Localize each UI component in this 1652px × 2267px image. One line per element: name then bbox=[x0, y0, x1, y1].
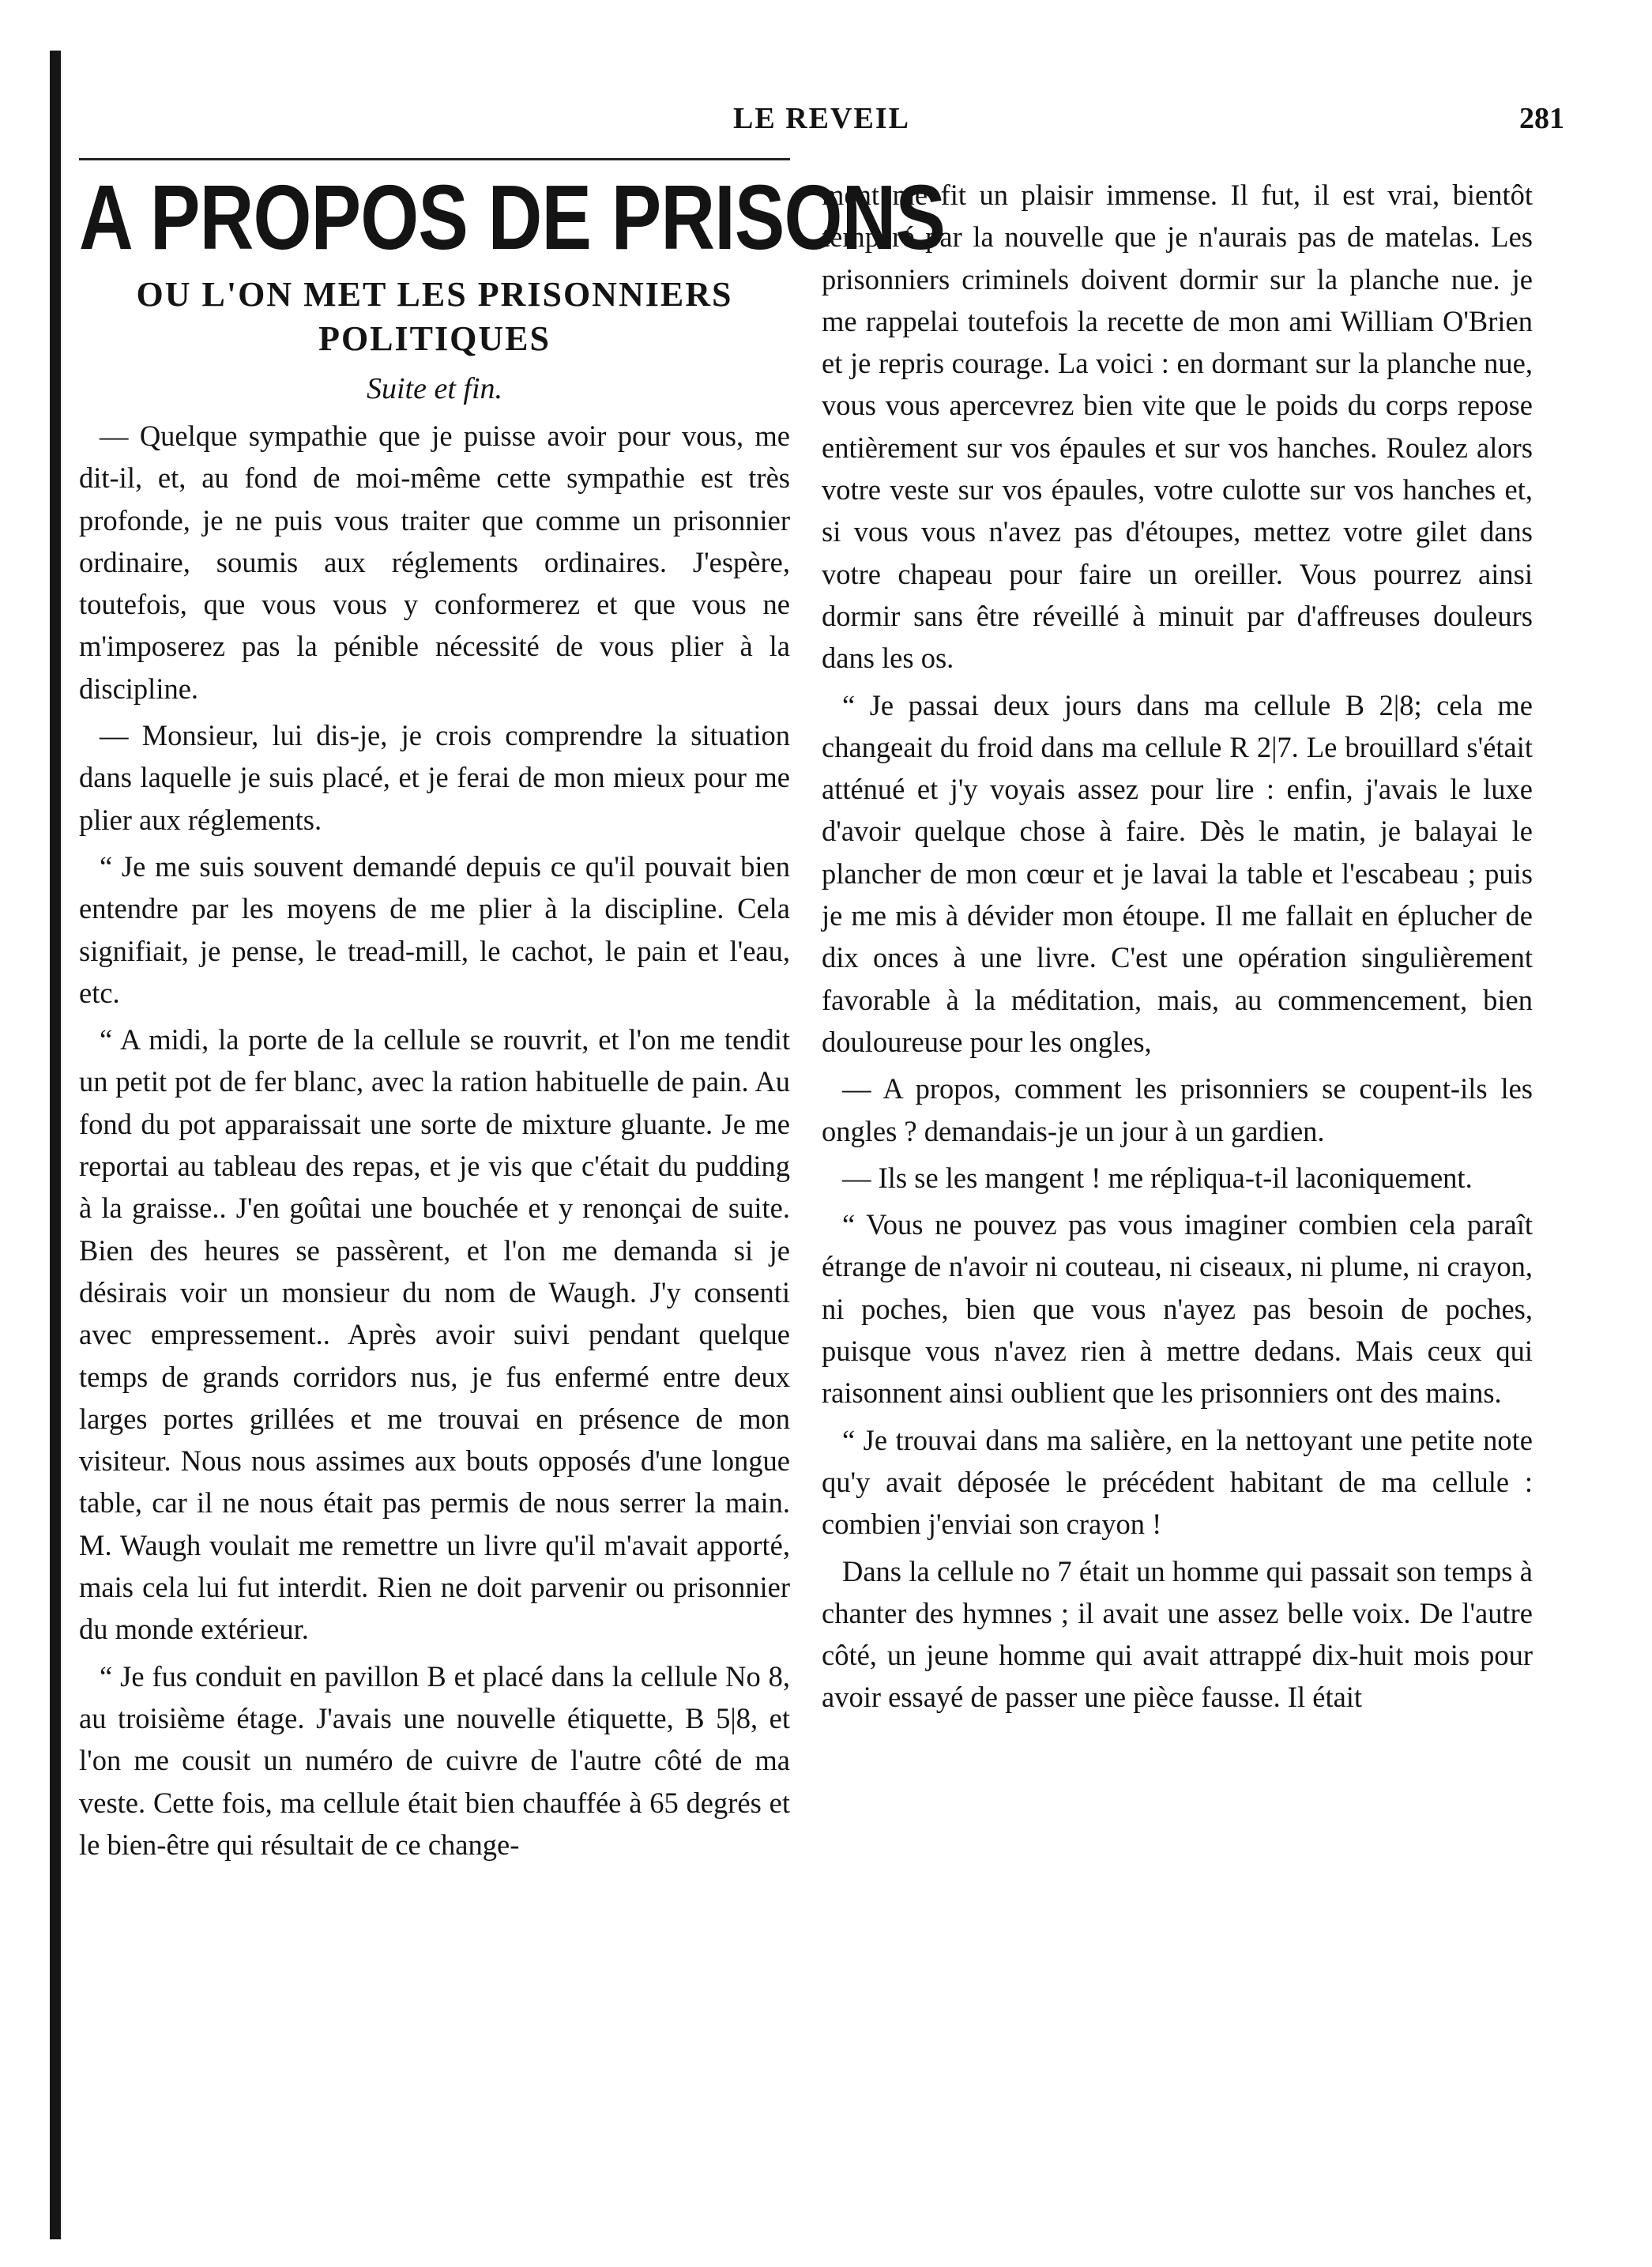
paragraph: “ Je fus conduit en pavillon B et placé dans la cellule No 8, au troisième étage. J'avais une nouvelle étiquette, B 5|8, et l'on me cousit un numéro de cuivre de l'autre côté de ma veste. Cette fois, ma cellule était bien chauffée à 65 degrés et le bien-être qui résultait de ce change- bbox=[79, 1659, 790, 1861]
journal-name: LE REVEIL bbox=[733, 102, 910, 135]
running-head bbox=[79, 101, 1564, 149]
page-number: 281 bbox=[1519, 102, 1564, 135]
header-rule bbox=[79, 158, 790, 160]
paragraph: — A propos, comment les prisonniers se coupent-ils les ongles ? demandais-je un jour à un gardien. bbox=[822, 1072, 1533, 1147]
paragraph: “ Je trouvai dans ma salière, en la nettoyant une petite note qu'y avait déposée le précédent habitant de ma cellule : combien j'enviai son crayon ! bbox=[822, 1423, 1533, 1541]
margin-rule bbox=[50, 51, 61, 2239]
paragraph: “ Je passai deux jours dans ma cellule B 2|8; cela me changeait du froid dans ma cellule R 2|7. Le brouillard s'était atténué et j'y voyais assez pour lire : enfin, j'avais le luxe d'avoir quelque chose à faire. Dès le matin, je balayai le plancher de mon cœur et je lavai la table et l'escabeau ; puis je me mis à dévider mon étoupe. Il me fallait en éplucher de dix onces à une livre. C'est une opération singulièrement favorable à la méditation, mais, au commencement, bien douloureuse pour les ongles, bbox=[822, 688, 1533, 1058]
paragraph: — Ils se les mangent ! me répliqua-t-il laconiquement. bbox=[842, 1161, 1473, 1194]
right-column bbox=[822, 174, 1533, 1723]
article-subtitle: OU L'ON MET LES PRISONNIERS POLITIQUES bbox=[136, 275, 733, 358]
article-note: Suite et fin. bbox=[366, 372, 503, 405]
paragraph: Dans la cellule no 7 était un homme qui passait son temps à chanter des hymnes ; il avait une assez belle voix. De l'autre côté, un jeune homme qui avait attrappé dix-huit mois pour avoir essayé de passer une pièce fausse. Il était bbox=[822, 1554, 1533, 1714]
paragraph: — Quelque sympathie que je puisse avoir pour vous, me dit-il, et, au fond de moi-même cette sympathie est très profonde, je ne puis vous traiter que comme un prisonnier ordinaire, soumis aux réglements ordinaires. J'espère, toutefois, que vous vous y conformerez et que vous ne m'imposerez pas la pénible nécessité de vous plier à la discipline. bbox=[79, 420, 790, 705]
article-title: A PROPOS DE PRISONS bbox=[79, 166, 946, 269]
paragraph: “ Vous ne pouvez pas vous imaginer combien cela paraît étrange de n'avoir ni couteau, ni ciseaux, ni plume, ni crayon, ni poches, bien que vous n'ayez pas besoin de poches, puisque vous n'avez rien à mettre dedans. Mais ceux qui raisonnent ainsi oublient que les prisonniers ont des mains. bbox=[822, 1208, 1533, 1410]
paragraph: — Monsieur, lui dis-je, je crois comprendre la situation dans laquelle je suis placé, et je ferai de mon mieux pour me plier aux réglements. bbox=[79, 719, 790, 836]
paragraph: “ Je me suis souvent demandé depuis ce qu'il pouvait bien entendre par les moyens de me plier à la discipline. Cela signifiait, je pense, le tread-mill, le cachot, le pain et l'eau, etc. bbox=[79, 849, 790, 1009]
paragraph: ment me fit un plaisir immense. Il fut, il est vrai, bientôt tempéré par la nouvelle que je n'aurais pas de matelas. Les prisonniers criminels doivent dormir sur la planche nue. je me rappelai toutefois la recette de mon ami William O'Brien et je repris courage. La voici : en dormant sur la planche nue, vous vous apercevrez bien vite que le poids du corps repose entièrement sur vos épaules et sur vos hanches. Roulez alors votre veste sur vos épaules, votre culotte sur vos hanches et, si vous vous n'avez pas d'étoupes, mettez votre gilet dans votre chapeau pour faire un oreiller. Vous pourrez ainsi dormir sans être réveillé à minuit par d'affreuses douleurs dans les os. bbox=[822, 179, 1533, 675]
left-column bbox=[79, 166, 946, 1870]
paragraph: “ A midi, la porte de la cellule se rouvrit, et l'on me tendit un petit pot de fer blanc, avec la ration habituelle de pain. Au fond du pot apparaissait une sorte de mixture gluante. Je me reportai au tableau des repas, et je vis que c'était du pudding à la graisse.. J'en goûtai une bouchée et y renonçai de suite. Bien des heures se passèrent, et l'on me demanda si je désirais voir un monsieur du nom de Waugh. J'y consenti avec empressement.. Après avoir suivi pendant quelque temps de grands corridors nus, je fus enfermé entre deux larges portes grillées et me trouvai en présence de mon visiteur. Nous nous assimes aux bouts opposés d'une longue table, car il ne nous était pas permis de nous serrer la main. M. Waugh voulait me remettre un livre qu'il m'avait apporté, mais cela lui fut interdit. Rien ne doit parvenir ou prisonnier du monde extérieur. bbox=[79, 1023, 790, 1646]
